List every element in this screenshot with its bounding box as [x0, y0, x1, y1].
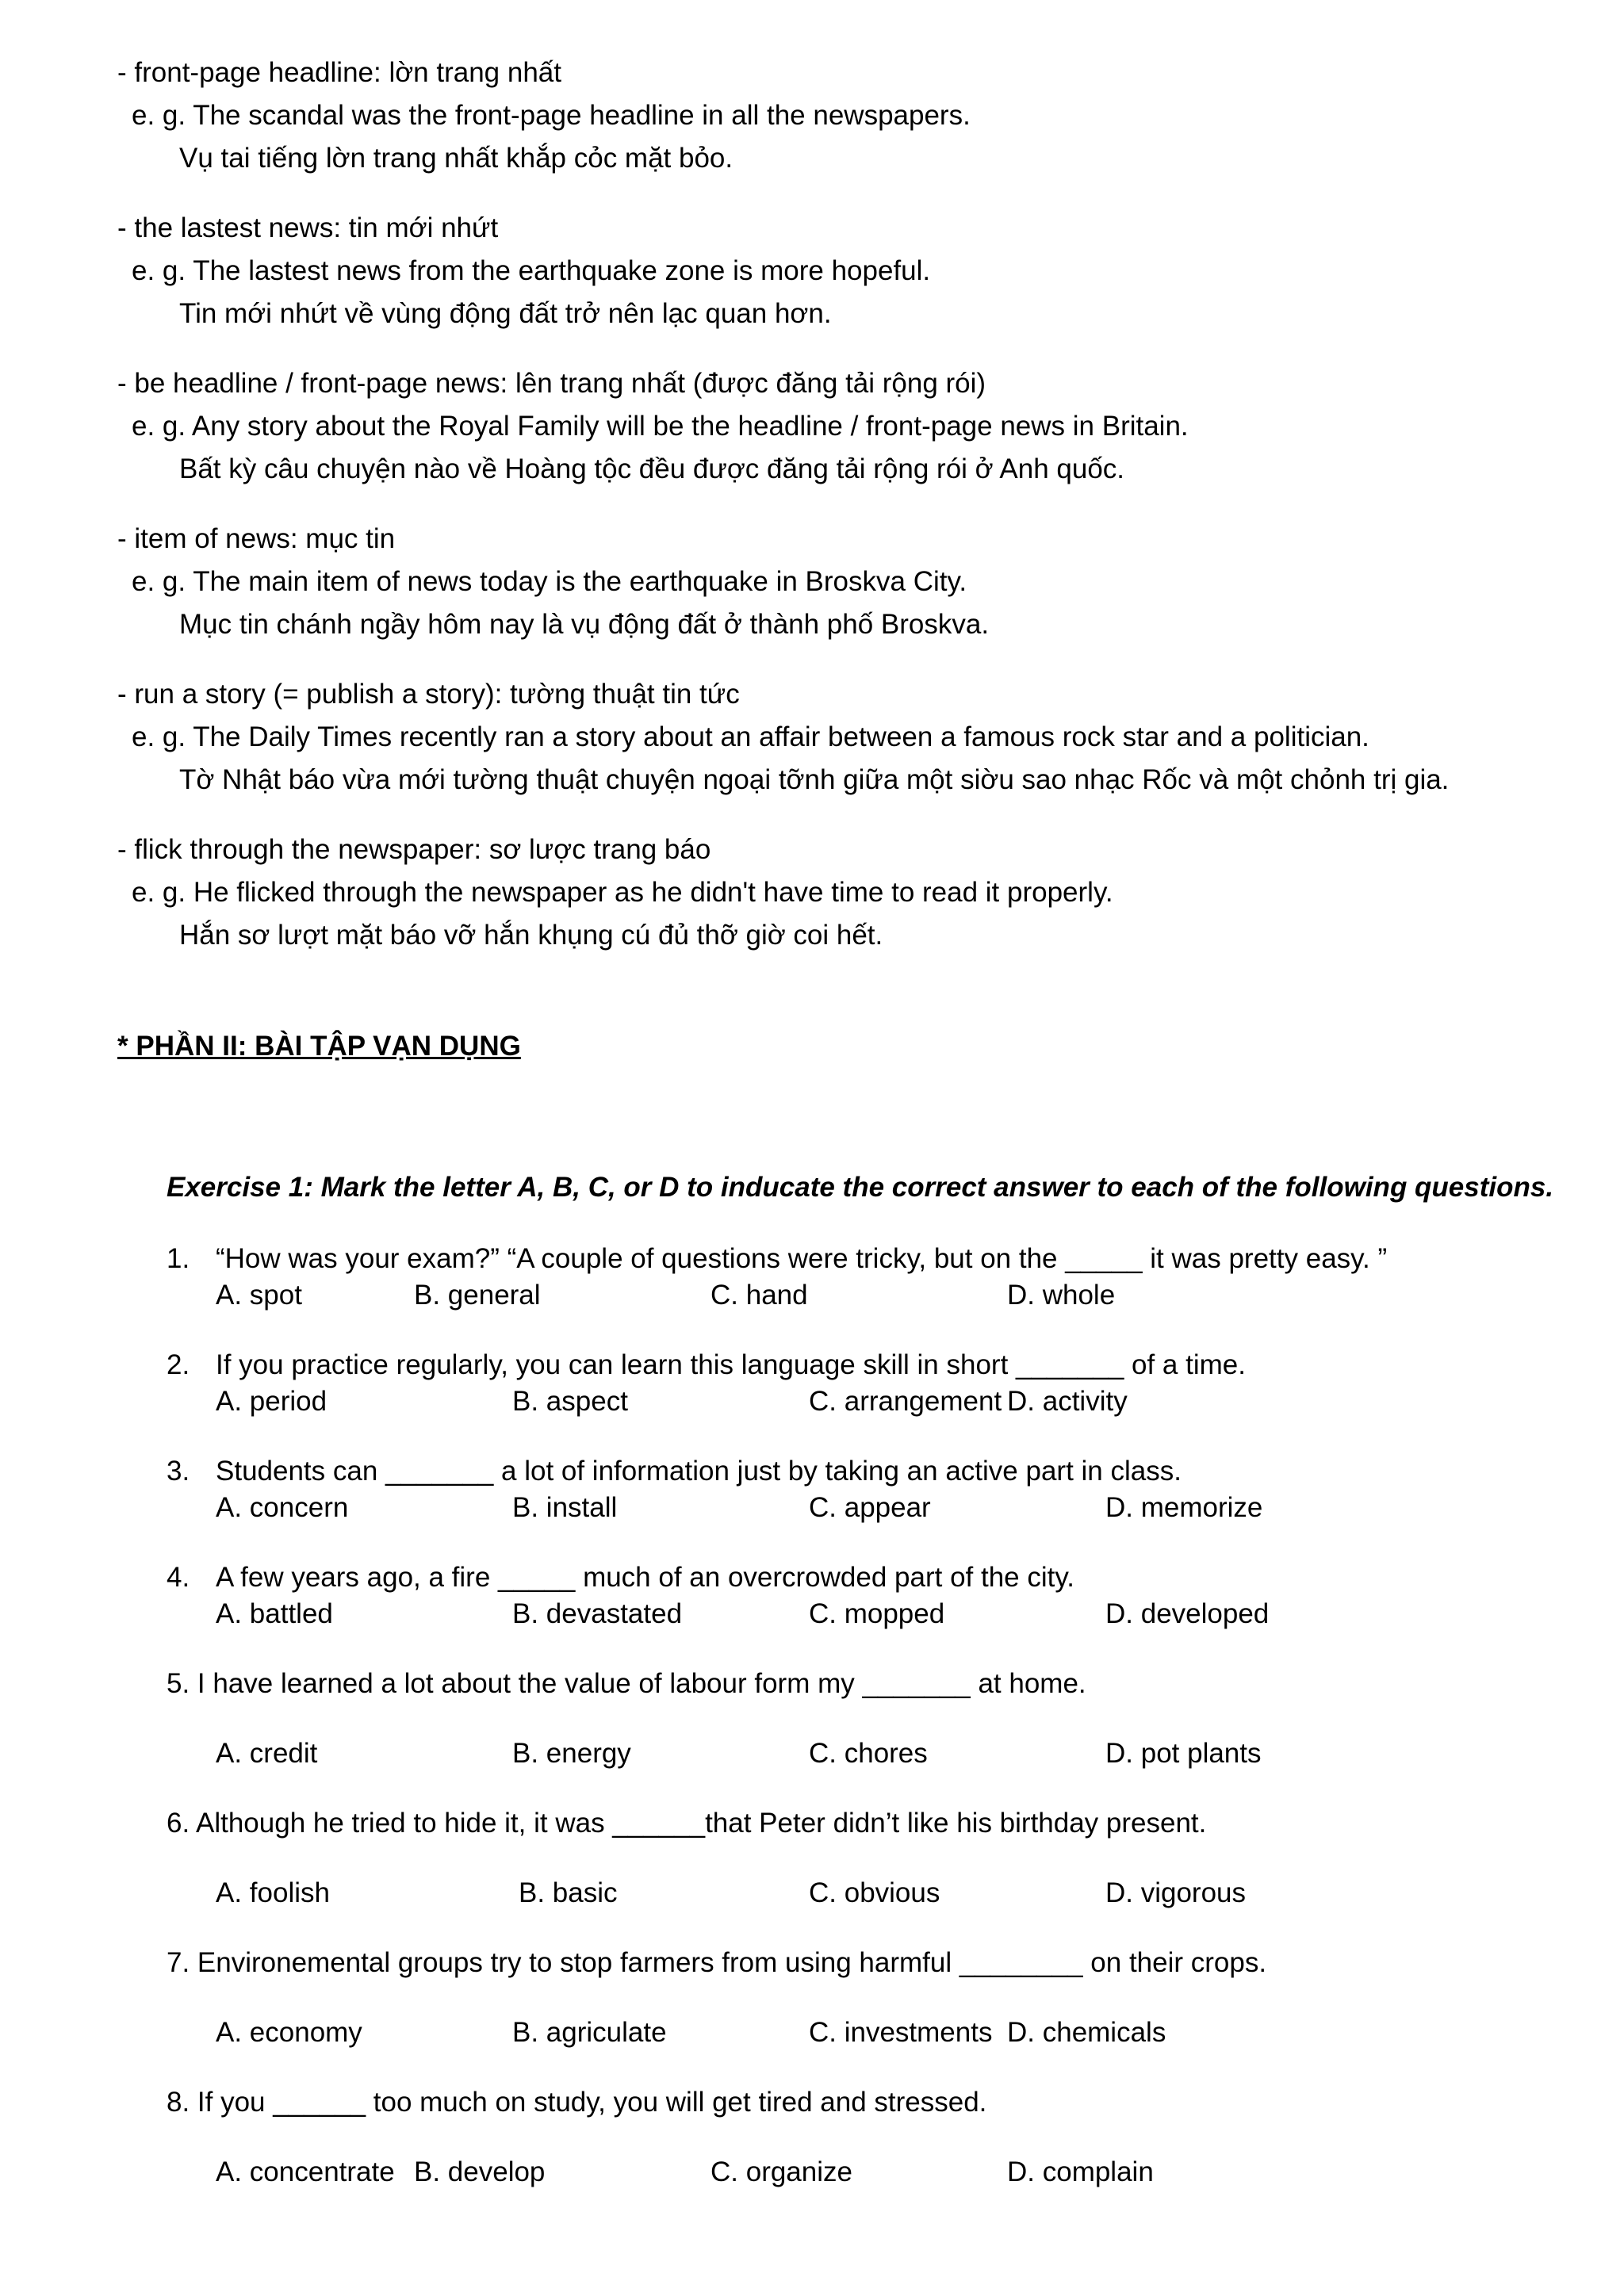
option-a: A. battled	[216, 1598, 333, 1629]
vocab-term: - item of news: mục tin	[117, 523, 396, 554]
option-a: A. foolish	[216, 1877, 330, 1908]
vocab-term: - run a story (= publish a story): tường thuật tin tức	[117, 679, 740, 710]
option-d: D. developed	[1105, 1598, 1270, 1629]
question-number: 4.	[167, 1562, 190, 1593]
question-text: Students can _______ a lot of information just by taking an active part in class.	[216, 1456, 1182, 1487]
question-text: If you practice regularly, you can learn this language skill in short _______ of a time.	[216, 1349, 1246, 1380]
option-d: D. memorize	[1105, 1492, 1263, 1523]
question-text: A few years ago, a fire _____ much of an overcrowded part of the city.	[216, 1562, 1075, 1593]
vocab-example-vi: Mục tin chánh ngầy hôm nay là vụ động đất ở thành phố Broskva.	[179, 609, 990, 640]
question-number: 3.	[167, 1456, 190, 1487]
vocab-example-vi: Hắn sơ lượt mặt báo vỡ hắn khụng cú đủ thỡ giờ coi hết.	[179, 920, 883, 951]
option-a: A. period	[216, 1386, 327, 1417]
question-text: “How was your exam?” “A couple of questions were tricky, but on the _____ it was pretty easy. ”	[216, 1243, 1388, 1274]
option-c: C. appear	[809, 1492, 931, 1523]
option-d: D. chemicals	[1007, 2017, 1166, 2048]
option-a: A. concern	[216, 1492, 349, 1523]
option-a: A. spot	[216, 1280, 302, 1311]
option-b: B. install	[512, 1492, 618, 1523]
option-a: A. concentrate	[216, 2156, 395, 2187]
question-text: 8. If you ______ too much on study, you will get tired and stressed.	[167, 2087, 987, 2118]
option-c: C. investments	[809, 2017, 993, 2048]
option-c: C. obvious	[809, 1877, 940, 1908]
option-b: B. basic	[519, 1877, 618, 1908]
vocab-term: - front-page headline: lờn trang nhất	[117, 57, 561, 88]
vocab-term: - the lastest news: tin mới nhứt	[117, 212, 499, 243]
section-heading: * PHẦN II: BÀI TẬP VẠN DỤNG	[117, 1031, 521, 1062]
vocab-example-vi: Tờ Nhật báo vừa mới tường thuật chuyện ngoại tỡnh giữa một siờu sao nhạc Rốc và một chỏnh trị gia.	[179, 764, 1450, 795]
option-a: A. economy	[216, 2017, 362, 2048]
question-text: 6. Although he tried to hide it, it was ______that Peter didn’t like his birthday present.	[167, 1808, 1207, 1839]
option-d: D. activity	[1007, 1386, 1128, 1417]
question-text: 7. Environemental groups try to stop farmers from using harmful ________ on their crops.	[167, 1947, 1267, 1978]
option-b: B. general	[414, 1280, 541, 1311]
vocab-example-en: e. g. The main item of news today is the earthquake in Broskva City.	[132, 566, 967, 597]
vocab-example-en: e. g. Any story about the Royal Family will be the headline / front-page news in Britain.	[132, 411, 1189, 442]
vocab-example-vi: Vụ tai tiếng lờn trang nhất khắp cỏc mặt bỏo.	[179, 143, 733, 174]
question-number: 2.	[167, 1349, 190, 1380]
option-b: B. devastated	[512, 1598, 683, 1629]
option-c: C. arrangement	[809, 1386, 1002, 1417]
option-b: B. energy	[512, 1738, 631, 1769]
option-b: B. develop	[414, 2156, 546, 2187]
vocab-example-vi: Bất kỳ câu chuyện nào về Hoàng tộc đều được đăng tải rộng rói ở Anh quốc.	[179, 453, 1125, 484]
vocab-example-en: e. g. The lastest news from the earthquake zone is more hopeful.	[132, 255, 931, 286]
option-d: D. whole	[1007, 1280, 1116, 1311]
option-b: B. agriculate	[512, 2017, 667, 2048]
option-a: A. credit	[216, 1738, 318, 1769]
vocab-term: - flick through the newspaper: sơ lược trang báo	[117, 834, 711, 865]
option-d: D. vigorous	[1105, 1877, 1247, 1908]
option-c: C. organize	[710, 2156, 852, 2187]
vocab-example-en: e. g. He flicked through the newspaper as he didn't have time to read it properly.	[132, 877, 1113, 908]
option-d: D. pot plants	[1105, 1738, 1262, 1769]
option-c: C. chores	[809, 1738, 928, 1769]
vocab-example-vi: Tin mới nhứt về vùng động đất trở nên lạc quan hơn.	[179, 298, 832, 329]
option-d: D. complain	[1007, 2156, 1154, 2187]
question-text: 5. I have learned a lot about the value of labour form my _______ at home.	[167, 1668, 1086, 1699]
vocab-example-en: e. g. The scandal was the front-page headline in all the newspapers.	[132, 100, 971, 131]
option-b: B. aspect	[512, 1386, 628, 1417]
question-number: 1.	[167, 1243, 190, 1274]
exercise-instruction: Exercise 1: Mark the letter A, B, C, or D to inducate the correct answer to each of the following questions.	[167, 1172, 1554, 1203]
vocab-term: - be headline / front-page news: lên trang nhất (được đăng tải rộng rói)	[117, 368, 986, 399]
option-c: C. mopped	[809, 1598, 945, 1629]
option-c: C. hand	[710, 1280, 808, 1311]
vocab-example-en: e. g. The Daily Times recently ran a story about an affair between a famous rock star and a politician.	[132, 721, 1369, 752]
